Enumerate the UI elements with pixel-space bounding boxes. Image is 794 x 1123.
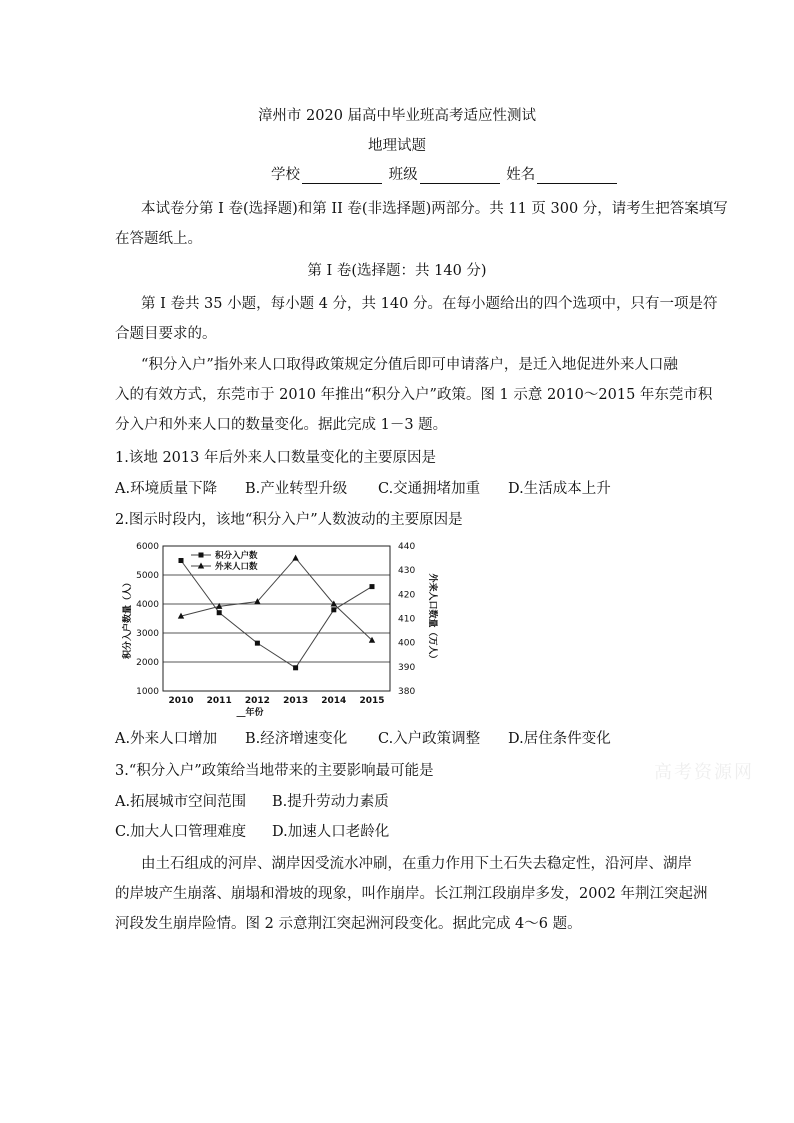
school-label: 学校 <box>271 167 300 183</box>
right-tick-label: 420 <box>398 590 416 601</box>
legend-label-1: 积分入户数 <box>215 551 258 561</box>
name-blank[interactable] <box>537 169 617 184</box>
q2-option-b[interactable]: B.经济增速变化 <box>245 731 348 747</box>
x-axis-label: __年份 <box>236 708 264 718</box>
q2-option-c[interactable]: C.入户政策调整 <box>378 731 481 747</box>
right-axis-label: 外来人口数量（万人） <box>427 573 437 664</box>
q3-option-d[interactable]: D.加速人口老龄化 <box>272 824 390 840</box>
q3-option-c[interactable]: C.加大人口管理难度 <box>115 824 247 840</box>
legend-label-2: 外来人口数 <box>215 562 258 572</box>
left-tick-label: 3000 <box>136 629 159 639</box>
series-1-point <box>331 607 336 612</box>
left-axis-label: 积分入户数量（人） <box>123 577 133 660</box>
left-tick-label: 5000 <box>136 571 159 581</box>
subject-title: 地理试题 <box>368 138 426 154</box>
section-instructions-2: 合题目要求的。 <box>115 326 217 342</box>
passage2-line-3: 河段发生崩岸险情。图 2 示意荆江突起洲河段变化。据此完成 4～6 题。 <box>115 916 582 932</box>
watermark: 高考资源网 <box>654 762 754 783</box>
right-tick-label: 390 <box>398 662 416 673</box>
class-label: 班级 <box>388 167 418 183</box>
name-label: 姓名 <box>506 167 536 183</box>
intro-line-2: 在答题纸上。 <box>115 231 202 247</box>
q2-option-a[interactable]: A.外来人口增加 <box>115 731 218 747</box>
passage1-line-2: 入的有效方式，东莞市于 2010 年推出“积分入户”政策。图 1 示意 2010～2015 年东莞市积 <box>115 387 713 403</box>
intro-line-1: 本试卷分第 I 卷(选择题)和第 II 卷(非选择题)两部分。共 11 页 300 分，请考生把答案填写 <box>141 201 728 217</box>
left-tick-label: 6000 <box>136 542 159 552</box>
series-1-point <box>217 610 222 615</box>
series-line-1 <box>181 561 372 668</box>
x-tick-label: 2012 <box>244 696 270 706</box>
x-tick-label: 2011 <box>206 696 232 706</box>
passage1-line-3: 分入户和外来人口的数量变化。据此完成 1－3 题。 <box>115 417 448 433</box>
right-tick-label: 430 <box>398 566 416 577</box>
series-1-point <box>255 641 260 646</box>
left-tick-label: 2000 <box>136 658 159 668</box>
passage2-line-2: 的岸坡产生崩落、崩塌和滑坡的现象，叫作崩岸。长江荆江段崩岸多发，2002 年荆江突起洲 <box>115 886 708 902</box>
left-tick-label: 4000 <box>136 600 159 610</box>
series-2-point <box>292 555 298 561</box>
right-tick-label: 400 <box>398 638 416 649</box>
legend-marker-1 <box>199 553 204 558</box>
q2-stem: 2.图示时段内，该地“积分入户”人数波动的主要原因是 <box>115 512 463 528</box>
population-chart <box>118 536 448 718</box>
passage1-line-1: “积分入户”指外来人口取得政策规定分值后即可申请落户，是迁入地促进外来人口融 <box>141 357 678 373</box>
school-blank[interactable] <box>302 169 382 184</box>
q1-option-b[interactable]: B.产业转型升级 <box>245 481 348 497</box>
x-tick-label: 2014 <box>321 696 347 706</box>
right-tick-label: 410 <box>398 614 416 625</box>
plot-frame <box>163 546 390 691</box>
series-1-point <box>370 584 375 589</box>
q3-option-a[interactable]: A.拓展城市空间范围 <box>115 794 247 810</box>
x-tick-label: 2010 <box>168 696 194 706</box>
series-1-point <box>179 558 184 563</box>
x-tick-label: 2015 <box>359 696 385 706</box>
right-tick-label: 380 <box>398 687 416 697</box>
left-tick-label: 1000 <box>136 687 159 697</box>
right-tick-label: 440 <box>398 542 416 552</box>
section-instructions-1: 第 I 卷共 35 小题，每小题 4 分，共 140 分。在每小题给出的四个选项中，只有一项是符 <box>141 296 718 312</box>
q3-option-b[interactable]: B.提升劳动力素质 <box>272 794 389 810</box>
q1-stem: 1.该地 2013 年后外来人口数量变化的主要原因是 <box>115 450 436 466</box>
q1-option-a[interactable]: A.环境质量下降 <box>115 481 218 497</box>
passage2-line-1: 由土石组成的河岸、湖岸因受流水冲刷，在重力作用下土石失去稳定性，沿河岸、湖岸 <box>141 856 692 872</box>
x-tick-label: 2013 <box>283 696 309 706</box>
student-info-row <box>271 163 619 184</box>
q3-stem: 3.“积分入户”政策给当地带来的主要影响最可能是 <box>115 763 434 779</box>
q1-option-c[interactable]: C.交通拥堵加重 <box>378 481 481 497</box>
page-title: 漳州市 2020 届高中毕业班高考适应性测试 <box>257 108 537 124</box>
section-title: 第 I 卷(选择题：共 140 分) <box>307 263 487 279</box>
q1-option-d[interactable]: D.生活成本上升 <box>508 481 611 497</box>
class-blank[interactable] <box>420 169 500 184</box>
series-1-point <box>293 665 298 670</box>
q2-option-d[interactable]: D.居住条件变化 <box>508 731 611 747</box>
